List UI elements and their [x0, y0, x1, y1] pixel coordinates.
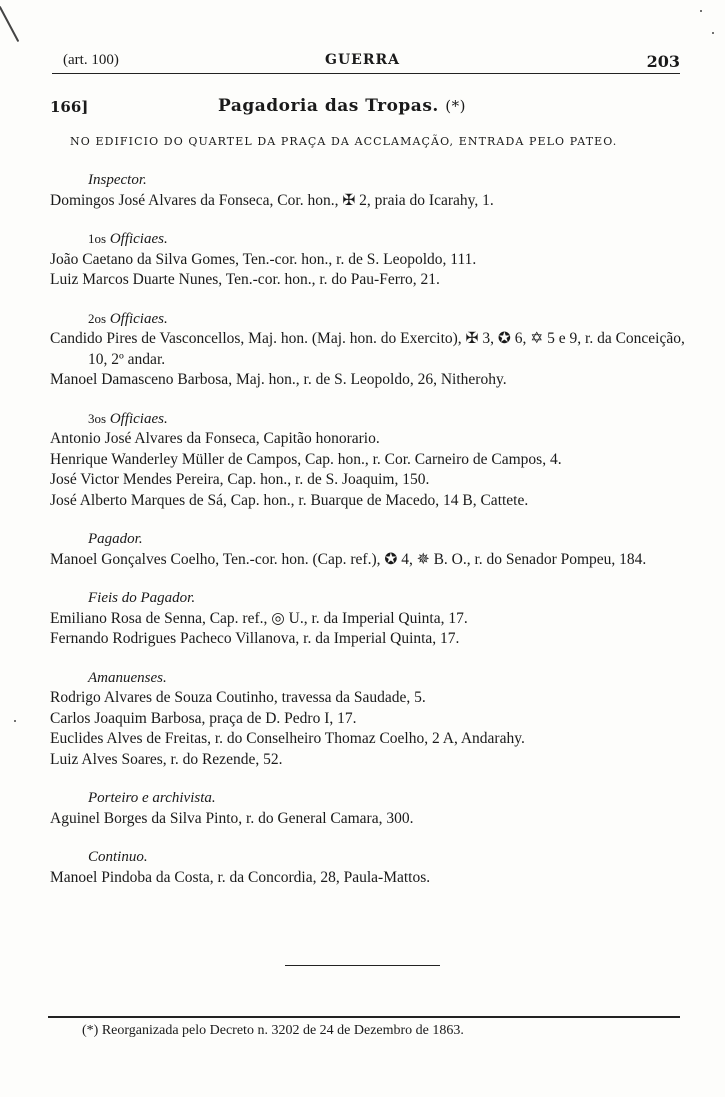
group-heading: 3os Officiaes. — [88, 410, 168, 427]
list-item: Antonio José Alvares da Fonseca, Capitão honorario. — [50, 430, 380, 447]
group-heading: Fieis do Pagador. — [88, 590, 196, 606]
list-item: Aguinel Borges da Silva Pinto, r. do General Camara, 300. — [50, 809, 414, 827]
list-item: Rodrigo Alvares de Souza Coutinho, travessa da Saudade, 5. — [50, 689, 426, 706]
group-segundos-officiaes — [50, 309, 690, 391]
list-item: Manoel Gonçalves Coelho, Ten.-cor. hon. (Cap. ref.), ✪ 4, ✵ B. O., r. do Senador Pompeu, 184. — [50, 550, 647, 568]
group-fieis-do-pagador — [50, 588, 690, 650]
group-heading: Porteiro e archivista. — [88, 790, 216, 806]
group-heading: Pagador. — [88, 531, 143, 547]
section-title-note-mark: (*) — [445, 97, 466, 115]
group-heading: 2os Officiaes. — [88, 310, 168, 327]
footnote-rule — [48, 1016, 680, 1018]
header-article-ref: (art. 100) — [63, 52, 119, 68]
group-inspector — [50, 170, 690, 211]
group-heading: 1os Officiaes. — [88, 231, 168, 247]
list-item: Emiliano Rosa de Senna, Cap. ref., ◎ U., r. da Imperial Quinta, 17. — [50, 609, 468, 627]
group-primeiros-officiaes — [50, 229, 690, 291]
list-item: Luiz Marcos Duarte Nunes, Ten.-cor. hon., r. do Pau-Ferro, 21. — [50, 271, 440, 288]
list-item: Candido Pires de Vasconcellos, Maj. hon. (Maj. hon. do Exercito), ✠ 3, ✪ 6, ✡ 5 e 9, r. da Conceição, 10, 2º andar. — [50, 330, 685, 368]
group-heading: Inspector. — [88, 172, 147, 188]
header-rule — [52, 73, 680, 74]
section-end-rule — [285, 965, 440, 966]
list-item: José Victor Mendes Pereira, Cap. hon., r. de S. Joaquim, 150. — [50, 471, 430, 488]
header-section-name: GUERRA — [325, 52, 400, 68]
ink-speck — [700, 10, 702, 12]
footnote: (*) Reorganizada pelo Decreto n. 3202 de 24 de Dezembro de 1863. — [82, 1023, 464, 1038]
section-title-text: Pagadoria das Tropas. — [218, 96, 439, 116]
group-continuo — [50, 847, 690, 888]
list-item: Carlos Joaquim Barbosa, praça de D. Pedro I, 17. — [50, 709, 357, 727]
list-item: Manoel Damasceno Barbosa, Maj. hon., r. de S. Leopoldo, 26, Nitherohy. — [50, 371, 507, 388]
list-item: Domingos José Alvares da Fonseca, Cor. hon., ✠ 2, praia do Icarahy, 1. — [50, 191, 494, 209]
ink-speck — [0, 6, 19, 42]
running-header — [55, 52, 680, 72]
list-item: Manoel Pindoba da Costa, r. da Concordia, 28, Paula-Mattos. — [50, 868, 431, 886]
section-number: 166] — [50, 98, 89, 116]
section-location: NO EDIFICIO DO QUARTEL DA PRAÇA DA ACCLAMAÇÃO, ENTRADA PELO PATEO. — [70, 135, 618, 148]
list-item: José Alberto Marques de Sá, Cap. hon., r. Buarque de Macedo, 14 B, Cattete. — [50, 491, 529, 509]
group-pagador — [50, 529, 690, 570]
ink-speck — [712, 32, 714, 34]
page-number: 203 — [646, 52, 680, 71]
group-heading: Amanuenses. — [88, 669, 167, 686]
group-heading: Continuo. — [88, 849, 148, 865]
list-item: Euclides Alves de Freitas, r. do Conselheiro Thomaz Coelho, 2 A, Andarahy. — [50, 730, 525, 747]
section-title — [218, 96, 466, 116]
group-amanuenses — [50, 668, 690, 771]
group-terceiros-officiaes — [50, 409, 690, 512]
group-porteiro — [50, 788, 690, 829]
staff-listing — [50, 170, 690, 906]
list-item: Luiz Alves Soares, r. do Rezende, 52. — [50, 750, 283, 768]
list-item: João Caetano da Silva Gomes, Ten.-cor. hon., r. de S. Leopoldo, 111. — [50, 250, 477, 268]
list-item: Henrique Wanderley Müller de Campos, Cap. hon., r. Cor. Carneiro de Campos, 4. — [50, 450, 562, 468]
list-item: Fernando Rodrigues Pacheco Villanova, r. da Imperial Quinta, 17. — [50, 630, 460, 647]
ink-speck — [14, 720, 16, 722]
